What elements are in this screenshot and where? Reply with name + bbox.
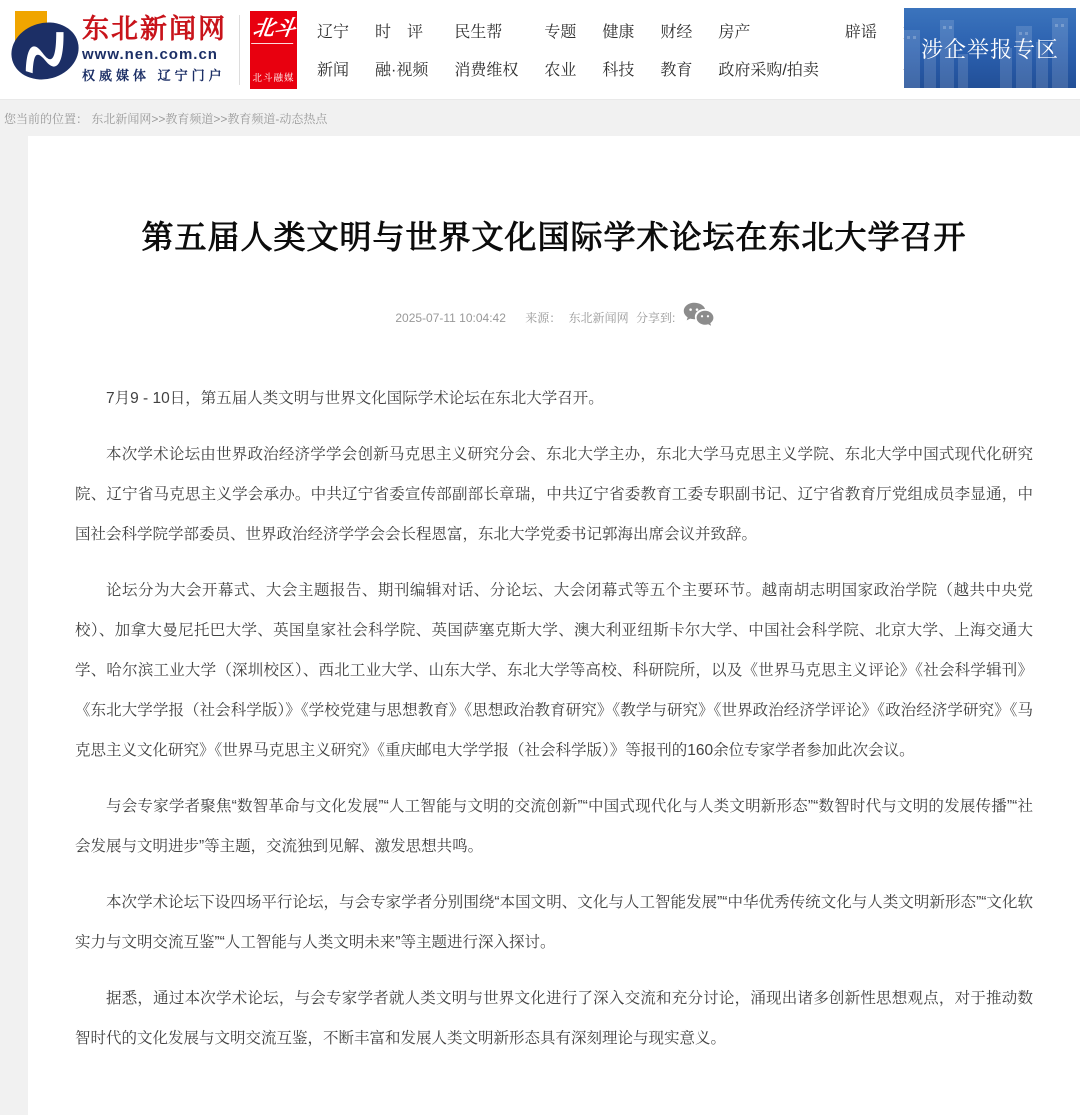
- header-divider: [239, 15, 240, 85]
- site-slogan: 权威媒体 辽宁门户: [82, 67, 226, 83]
- breadcrumb-path[interactable]: 东北新闻网>>教育频道>>教育频道-动态热点: [91, 112, 328, 126]
- nav-column: [317, 19, 349, 80]
- nav-link-bottom[interactable]: 新闻: [317, 62, 350, 79]
- article-paragraph: 7月9 - 10日，第五届人类文明与世界文化国际学术论坛在东北大学召开。: [106, 390, 604, 407]
- beidou-rongmei-logo[interactable]: [250, 11, 297, 89]
- nav-link-top[interactable]: 健康: [602, 24, 635, 41]
- nav-link-top[interactable]: 财经: [660, 24, 693, 41]
- nav-link-top[interactable]: 辽宁: [317, 24, 350, 41]
- nav-link-top[interactable]: 专题: [544, 24, 577, 41]
- nav-link-top[interactable]: 民生帮: [454, 24, 503, 41]
- article-paragraph: 与会专家学者聚焦“数智革命与文化发展”“人工智能与文明的交流创新”“中国式现代化与人类文明新形态”“数智时代与文明的发展传播”“社会发展与文明进步”等主题，交流独到见解、激发思想共鸣。: [75, 798, 1033, 855]
- primary-nav: [317, 19, 967, 80]
- article-paragraph: 论坛分为大会开幕式、大会主题报告、期刊编辑对话、分论坛、大会闭幕式等五个主要环节。越南胡志明国家政治学院（越共中央党校）、加拿大曼尼托巴大学、英国皇家社会科学院、英国萨塞克斯大学、澳大利亚纽斯卡尔大学、中国社会科学院、北京大学、上海交通大学、哈尔滨工业大学（深圳校区）、西北工业大学、山东大学、东北大学等高校、科研院所，以及《世界马克思主义评论》《社会科学辑刊》《东北大学学报（社会科学版）》《学校党建与思想教育》《思想政治教育研究》《教学与研究》《世界政治经济学评论》《政治经济学研究》《马克思主义文化研究》《世界马克思主义研究》《重庆邮电大学学报（社会科学版）》等报刊的160余位专家学者参加此次会议。: [75, 582, 1033, 759]
- enterprise-report-button[interactable]: [904, 8, 1076, 88]
- article-paragraph: 本次学术论坛由世界政治经济学学会创新马克思主义研究分会、东北大学主办，东北大学马克思主义学院、东北大学中国式现代化研究院、辽宁省马克思主义学会承办。中共辽宁省委宣传部副部长章瑞，中共辽宁省委教育工委专职副书记、辽宁省教育厅党组成员李显通，中国社会科学院学部委员、世界政治经济学学会会长程恩富，东北大学党委书记郭海出席会议并致辞。: [75, 446, 1033, 543]
- source-label: 来源：: [525, 311, 562, 325]
- article-paragraph: 本次学术论坛下设四场平行论坛，与会专家学者分别围绕“本国文明、文化与人工智能发展”“中华优秀传统文化与人类文明新形态”“文化软实力与文明交流互鉴”“人工智能与人类文明未来”等主题进行深入探讨。: [75, 894, 1033, 951]
- beidou-calligraphy: 北斗: [251, 17, 297, 44]
- nav-column: [454, 19, 518, 80]
- source-name[interactable]: 东北新闻网: [568, 311, 629, 325]
- nav-column: [845, 19, 877, 57]
- site-url: www.nen.com.cn: [82, 45, 218, 63]
- site-name: 东北新闻网: [82, 14, 227, 45]
- beidou-label: 北斗融媒: [252, 72, 295, 84]
- breadcrumb: [0, 100, 1080, 136]
- nav-column: [375, 19, 428, 80]
- nav-link-bottom[interactable]: 融·视频: [375, 62, 429, 79]
- wechat-share-icon[interactable]: [683, 302, 715, 329]
- nav-link-bottom[interactable]: 政府采购/拍卖: [718, 62, 819, 79]
- breadcrumb-label: 您当前的位置：: [4, 112, 89, 126]
- nav-link-bottom[interactable]: 农业: [544, 62, 577, 79]
- article-body: [28, 379, 1080, 1115]
- nav-link-top[interactable]: 房产: [718, 24, 751, 41]
- publish-datetime: 2025-07-11 10:04:42: [395, 311, 506, 325]
- share-label: 分享到:: [635, 311, 676, 325]
- nav-link-bottom[interactable]: 科技: [602, 62, 635, 79]
- article-card: [28, 136, 1080, 1115]
- report-button-label: 涉企举报专区: [920, 36, 1059, 62]
- site-header: [0, 0, 1080, 100]
- nen-logo-emblem-icon: [8, 7, 80, 92]
- site-logo-text: [82, 15, 227, 83]
- article-meta: [28, 302, 1080, 329]
- nav-column: [544, 19, 576, 80]
- nav-column: [718, 19, 818, 80]
- nav-link-bottom[interactable]: 教育: [660, 62, 693, 79]
- nav-link-top[interactable]: 辟谣: [844, 24, 877, 41]
- nav-column: [602, 19, 634, 80]
- nav-column: [660, 19, 692, 80]
- article-title: 第五届人类文明与世界文化国际学术论坛在东北大学召开: [141, 219, 967, 255]
- nav-link-bottom[interactable]: 消费维权: [454, 62, 519, 79]
- site-logo[interactable]: [8, 7, 227, 92]
- nav-link-top[interactable]: 时 评: [375, 24, 424, 41]
- article-paragraph: 据悉，通过本次学术论坛，与会专家学者就人类文明与世界文化进行了深入交流和充分讨论，涌现出诸多创新性思想观点，对于推动数智时代的文化发展与文明交流互鉴，不断丰富和发展人类文明新形态具有深刻理论与现实意义。: [75, 990, 1033, 1047]
